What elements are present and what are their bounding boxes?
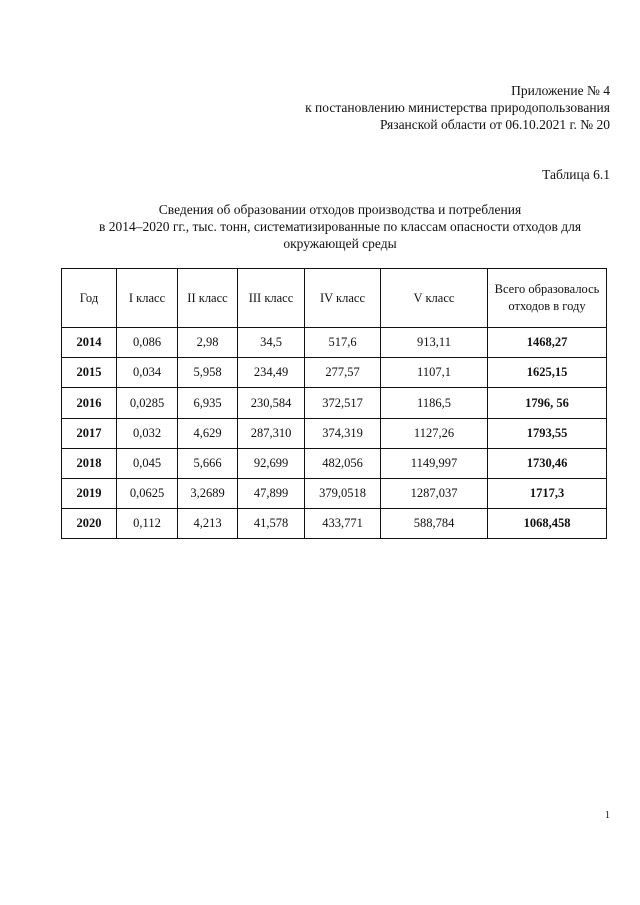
cell-class-3: 47,899 bbox=[238, 479, 305, 509]
cell-class-3: 34,5 bbox=[238, 328, 305, 358]
cell-class-1: 0,034 bbox=[117, 358, 178, 388]
cell-class-4: 433,771 bbox=[305, 509, 381, 539]
cell-class-4: 482,056 bbox=[305, 449, 381, 479]
cell-class-2: 4,629 bbox=[178, 419, 238, 449]
col-header-class-3: III класс bbox=[238, 269, 305, 328]
document-title bbox=[40, 201, 640, 252]
table-row bbox=[62, 509, 607, 539]
cell-total: 1468,27 bbox=[488, 328, 607, 358]
cell-year: 2016 bbox=[62, 388, 117, 419]
cell-year: 2019 bbox=[62, 479, 117, 509]
cell-class-1: 0,032 bbox=[117, 419, 178, 449]
appendix-line-1: Приложение № 4 bbox=[511, 83, 610, 98]
cell-total: 1796, 56 bbox=[488, 388, 607, 419]
title-line-3: окружающей среды bbox=[283, 236, 397, 251]
appendix-line-3: Рязанской области от 06.10.2021 г. № 20 bbox=[380, 117, 610, 132]
cell-year: 2018 bbox=[62, 449, 117, 479]
cell-class-3: 92,699 bbox=[238, 449, 305, 479]
cell-class-5: 1127,26 bbox=[381, 419, 488, 449]
col-header-class-5: V класс bbox=[381, 269, 488, 328]
cell-class-3: 234,49 bbox=[238, 358, 305, 388]
col-header-class-1: I класс bbox=[117, 269, 178, 328]
cell-class-5: 1287,037 bbox=[381, 479, 488, 509]
cell-total: 1717,3 bbox=[488, 479, 607, 509]
title-line-2: в 2014–2020 гг., тыс. тонн, систематизированные по классам опасности отходов для bbox=[98, 219, 582, 234]
cell-total: 1730,46 bbox=[488, 449, 607, 479]
cell-year: 2015 bbox=[62, 358, 117, 388]
cell-class-2: 3,2689 bbox=[178, 479, 238, 509]
cell-total: 1793,55 bbox=[488, 419, 607, 449]
page-number: 1 bbox=[605, 810, 610, 821]
cell-class-4: 517,6 bbox=[305, 328, 381, 358]
table-row bbox=[62, 449, 607, 479]
table-row bbox=[62, 328, 607, 358]
cell-total: 1068,458 bbox=[488, 509, 607, 539]
table-row bbox=[62, 388, 607, 419]
cell-class-5: 588,784 bbox=[381, 509, 488, 539]
cell-class-4: 379,0518 bbox=[305, 479, 381, 509]
cell-year: 2020 bbox=[62, 509, 117, 539]
cell-total: 1625,15 bbox=[488, 358, 607, 388]
table-row bbox=[62, 358, 607, 388]
cell-class-4: 374,319 bbox=[305, 419, 381, 449]
cell-class-1: 0,112 bbox=[117, 509, 178, 539]
table-row bbox=[62, 419, 607, 449]
cell-class-5: 1149,997 bbox=[381, 449, 488, 479]
cell-class-2: 2,98 bbox=[178, 328, 238, 358]
cell-class-3: 41,578 bbox=[238, 509, 305, 539]
cell-class-2: 6,935 bbox=[178, 388, 238, 419]
waste-table bbox=[61, 268, 607, 539]
cell-class-5: 913,11 bbox=[381, 328, 488, 358]
table-row bbox=[62, 479, 607, 509]
cell-year: 2017 bbox=[62, 419, 117, 449]
title-line-1: Сведения об образовании отходов производства и потребления bbox=[158, 202, 522, 217]
cell-class-3: 287,310 bbox=[238, 419, 305, 449]
cell-class-1: 0,0625 bbox=[117, 479, 178, 509]
cell-class-4: 372,517 bbox=[305, 388, 381, 419]
cell-class-1: 0,086 bbox=[117, 328, 178, 358]
table-header-row bbox=[62, 269, 607, 328]
cell-class-2: 5,666 bbox=[178, 449, 238, 479]
appendix-header bbox=[305, 82, 610, 133]
col-header-year: Год bbox=[62, 269, 117, 328]
cell-year: 2014 bbox=[62, 328, 117, 358]
appendix-line-2: к постановлению министерства природопользования bbox=[305, 100, 610, 115]
cell-class-5: 1186,5 bbox=[381, 388, 488, 419]
table-number: Таблица 6.1 bbox=[542, 167, 610, 182]
cell-class-5: 1107,1 bbox=[381, 358, 488, 388]
col-header-class-4: IV класс bbox=[305, 269, 381, 328]
col-header-class-2: II класс bbox=[178, 269, 238, 328]
cell-class-3: 230,584 bbox=[238, 388, 305, 419]
cell-class-4: 277,57 bbox=[305, 358, 381, 388]
cell-class-2: 4,213 bbox=[178, 509, 238, 539]
cell-class-1: 0,045 bbox=[117, 449, 178, 479]
cell-class-2: 5,958 bbox=[178, 358, 238, 388]
col-header-total: Всего образовалось отходов в году bbox=[488, 269, 607, 328]
cell-class-1: 0,0285 bbox=[117, 388, 178, 419]
